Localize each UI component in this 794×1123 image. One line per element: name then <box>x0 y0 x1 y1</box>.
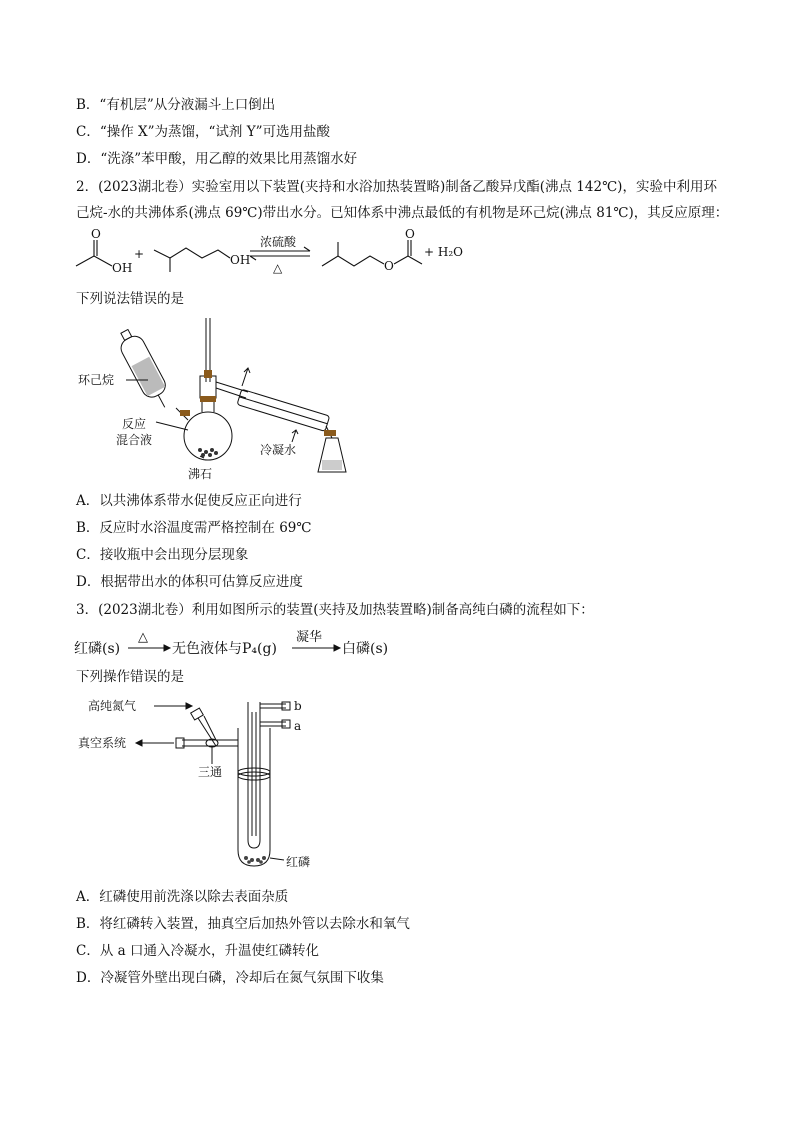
reaction-oh2: OH <box>230 253 251 267</box>
reaction-product-water: + H₂O <box>424 245 463 259</box>
reaction-heat: △ <box>273 261 283 275</box>
reaction-o3: O <box>405 227 415 241</box>
q3-flow-scheme <box>72 626 402 660</box>
q2-option-c: C．接收瓶中会出现分层现象 <box>76 547 249 563</box>
q3-option-a: A．红磷使用前洗涤以除去表面杂质 <box>76 889 289 905</box>
q2-option-b: B．反应时水浴温度需严格控制在 69℃ <box>76 520 312 536</box>
q1-option-d: D．“洗涤”苯甲酸，用乙醇的效果比用蒸馏水好 <box>76 151 358 167</box>
label-vacuum-system: 真空系统 <box>78 736 127 750</box>
reaction-plus: + <box>134 247 145 261</box>
q3-option-b: B．将红磷转入装置，抽真空后加热外管以去除水和氧气 <box>76 916 410 932</box>
q2-question: 下列说法错误的是 <box>76 291 184 307</box>
label-mixture-line1: 反应 <box>122 417 147 431</box>
label-mixture-line2: 混合液 <box>116 433 153 447</box>
q3-question: 下列操作错误的是 <box>76 669 184 685</box>
label-three-way: 三通 <box>198 765 223 779</box>
label-boiling-stone: 沸石 <box>188 467 213 481</box>
flow-middle: 无色液体与P₄(g) <box>172 641 277 657</box>
reaction-o2: O <box>384 259 394 273</box>
q2-option-a: A．以共沸体系带水促使反应正向进行 <box>76 493 302 509</box>
reaction-o1: O <box>91 227 101 241</box>
q2-apparatus-figure <box>76 312 346 484</box>
flow-red-phosphorus: 红磷(s) <box>74 641 121 657</box>
flow-white-phosphorus: 白磷(s) <box>342 641 389 657</box>
q2-stem-line1: 2．(2023湖北卷）实验室用以下装置(夹持和水浴加热装置略)制备乙酸异戊酯(沸点 142℃)，实验中利用环 <box>76 179 717 195</box>
label-port-a: a <box>294 719 302 733</box>
flow-deposition: 凝华 <box>296 630 323 645</box>
q2-stem-line2: 己烷-水的共沸体系(沸点 69℃)带出水分。已知体系中沸点最低的有机物是环己烷(沸点 81℃)，其反应原理： <box>76 205 729 221</box>
q3-stem: 3．(2023湖北卷）利用如图所示的装置(夹持及加热装置略)制备高纯白磷的流程如下： <box>76 602 594 618</box>
label-high-purity-n2: 高纯氮气 <box>88 699 137 713</box>
reaction-equation <box>70 228 490 280</box>
q3-option-c: C．从 a 口通入冷凝水，升温使红磷转化 <box>76 943 319 959</box>
q3-option-d: D．冷凝管外壁出现白磷，冷却后在氮气氛围下收集 <box>76 970 384 986</box>
flow-heat: △ <box>138 630 148 645</box>
label-cooling-water: 冷凝水 <box>260 443 297 457</box>
q1-option-c: C．“操作 X”为蒸馏，“试剂 Y”可选用盐酸 <box>76 124 331 140</box>
q3-apparatus-figure <box>78 690 346 880</box>
label-cyclohexane: 环己烷 <box>78 373 115 387</box>
q2-option-d: D．根据带出水的体积可估算反应进度 <box>76 574 303 590</box>
reaction-oh1: OH <box>112 261 133 275</box>
reaction-catalyst: 浓硫酸 <box>260 235 297 249</box>
q1-option-b: B．“有机层”从分液漏斗上口倒出 <box>76 97 276 113</box>
label-red-phosphorus: 红磷 <box>286 855 311 869</box>
label-port-b: b <box>294 699 302 713</box>
